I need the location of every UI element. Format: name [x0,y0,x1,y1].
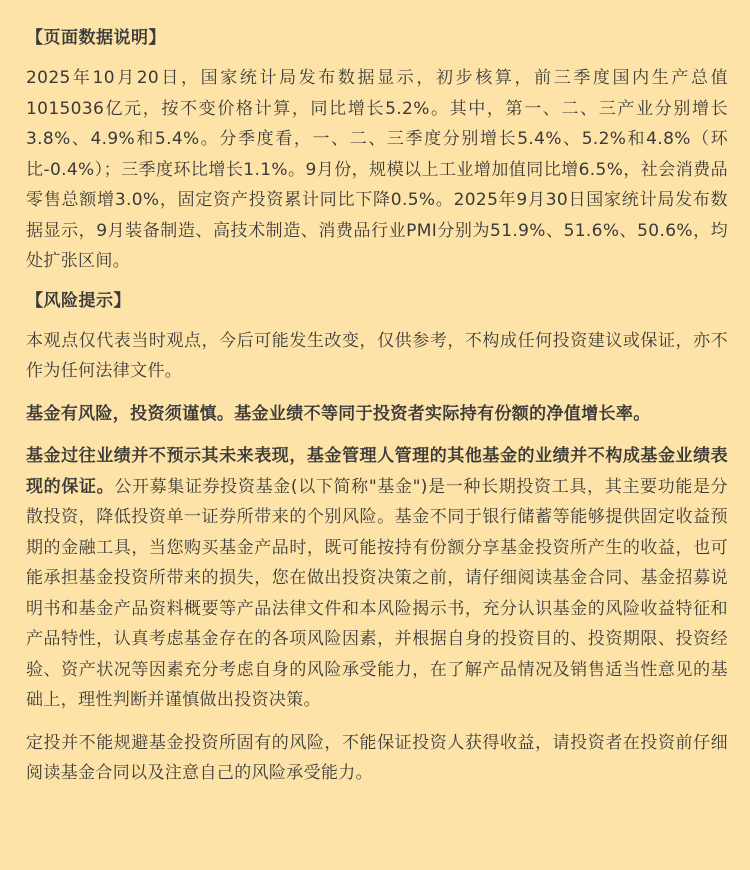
risk-warning-heading: 【风险提示】 [26,290,131,311]
data-description-heading: 【页面数据说明】 [26,28,166,48]
risk-paragraph-fixed-investment: 定投并不能规避基金投资所固有的风险，不能保证投资人获得收益，请投资者在投资前仔细阅读基金合同以及注意自己的风险承受能力。 [26,732,728,783]
data-description-paragraph: 2025年10月20日，国家统计局发布数据显示，初步核算，前三季度国内生产总值1015036亿元，按不变价格计算，同比增长5.2%。其中，第一、二、三产业分别增长3.8%、4.9%和5.4%。分季度看，一、二、三季度分别增长5.4%、5.2%和4.8%（环比-0.4%）；三季度环比增长1.1%。9月份，规模以上工业增加值同比增6.5%，社会消费品零售总额增3.0%，固定资产投资累计同比下降0.5%。2025年9月30日国家统计局发布数据显示，9月装备制造、高技术制造、消费品行业PMI分别为51.9%、51.6%、50.6%，均处扩张区间。 [26,68,728,271]
risk-paragraph-opinion: 本观点仅代表当时观点，今后可能发生改变，仅供参考，不构成任何投资建议或保证，亦不作为任何法律文件。 [26,330,728,381]
past-performance-body-text: 公开募集证券投资基金(以下简称"基金")是一种长期投资工具，其主要功能是分散投资，降低投资单一证券所带来的个别风险。基金不同于银行储蓄等能够提供固定收益预期的金融工具，当您购买基金产品时，既可能按持有份额分享基金投资所产生的收益，也可能承担基金投资所带来的损失，您在做出投资决策之前，请仔细阅读基金合同、基金招募说明书和基金产品资料概要等产品法律文件和本风险揭示书，充分认识基金的风险收益特征和产品特性，认真考虑基金存在的各项风险因素，并根据自身的投资目的、投资期限、投资经验、资产状况等因素充分考虑自身的风险承受能力，在了解产品情况及销售适当性意见的基础上，理性判断并谨慎做出投资决策。 [26,476,729,710]
past-performance-bold-text: 基金过往业绩并不预示其未来表现，基金管理人管理的其他基金的业绩并不构成基金业绩表现的保证。 [26,446,728,497]
risk-paragraph-fund-risk: 基金有风险，投资须谨慎。基金业绩不等同于投资者实际持有份额的净值增长率。 [26,403,651,424]
risk-paragraph-past-performance [26,441,728,716]
